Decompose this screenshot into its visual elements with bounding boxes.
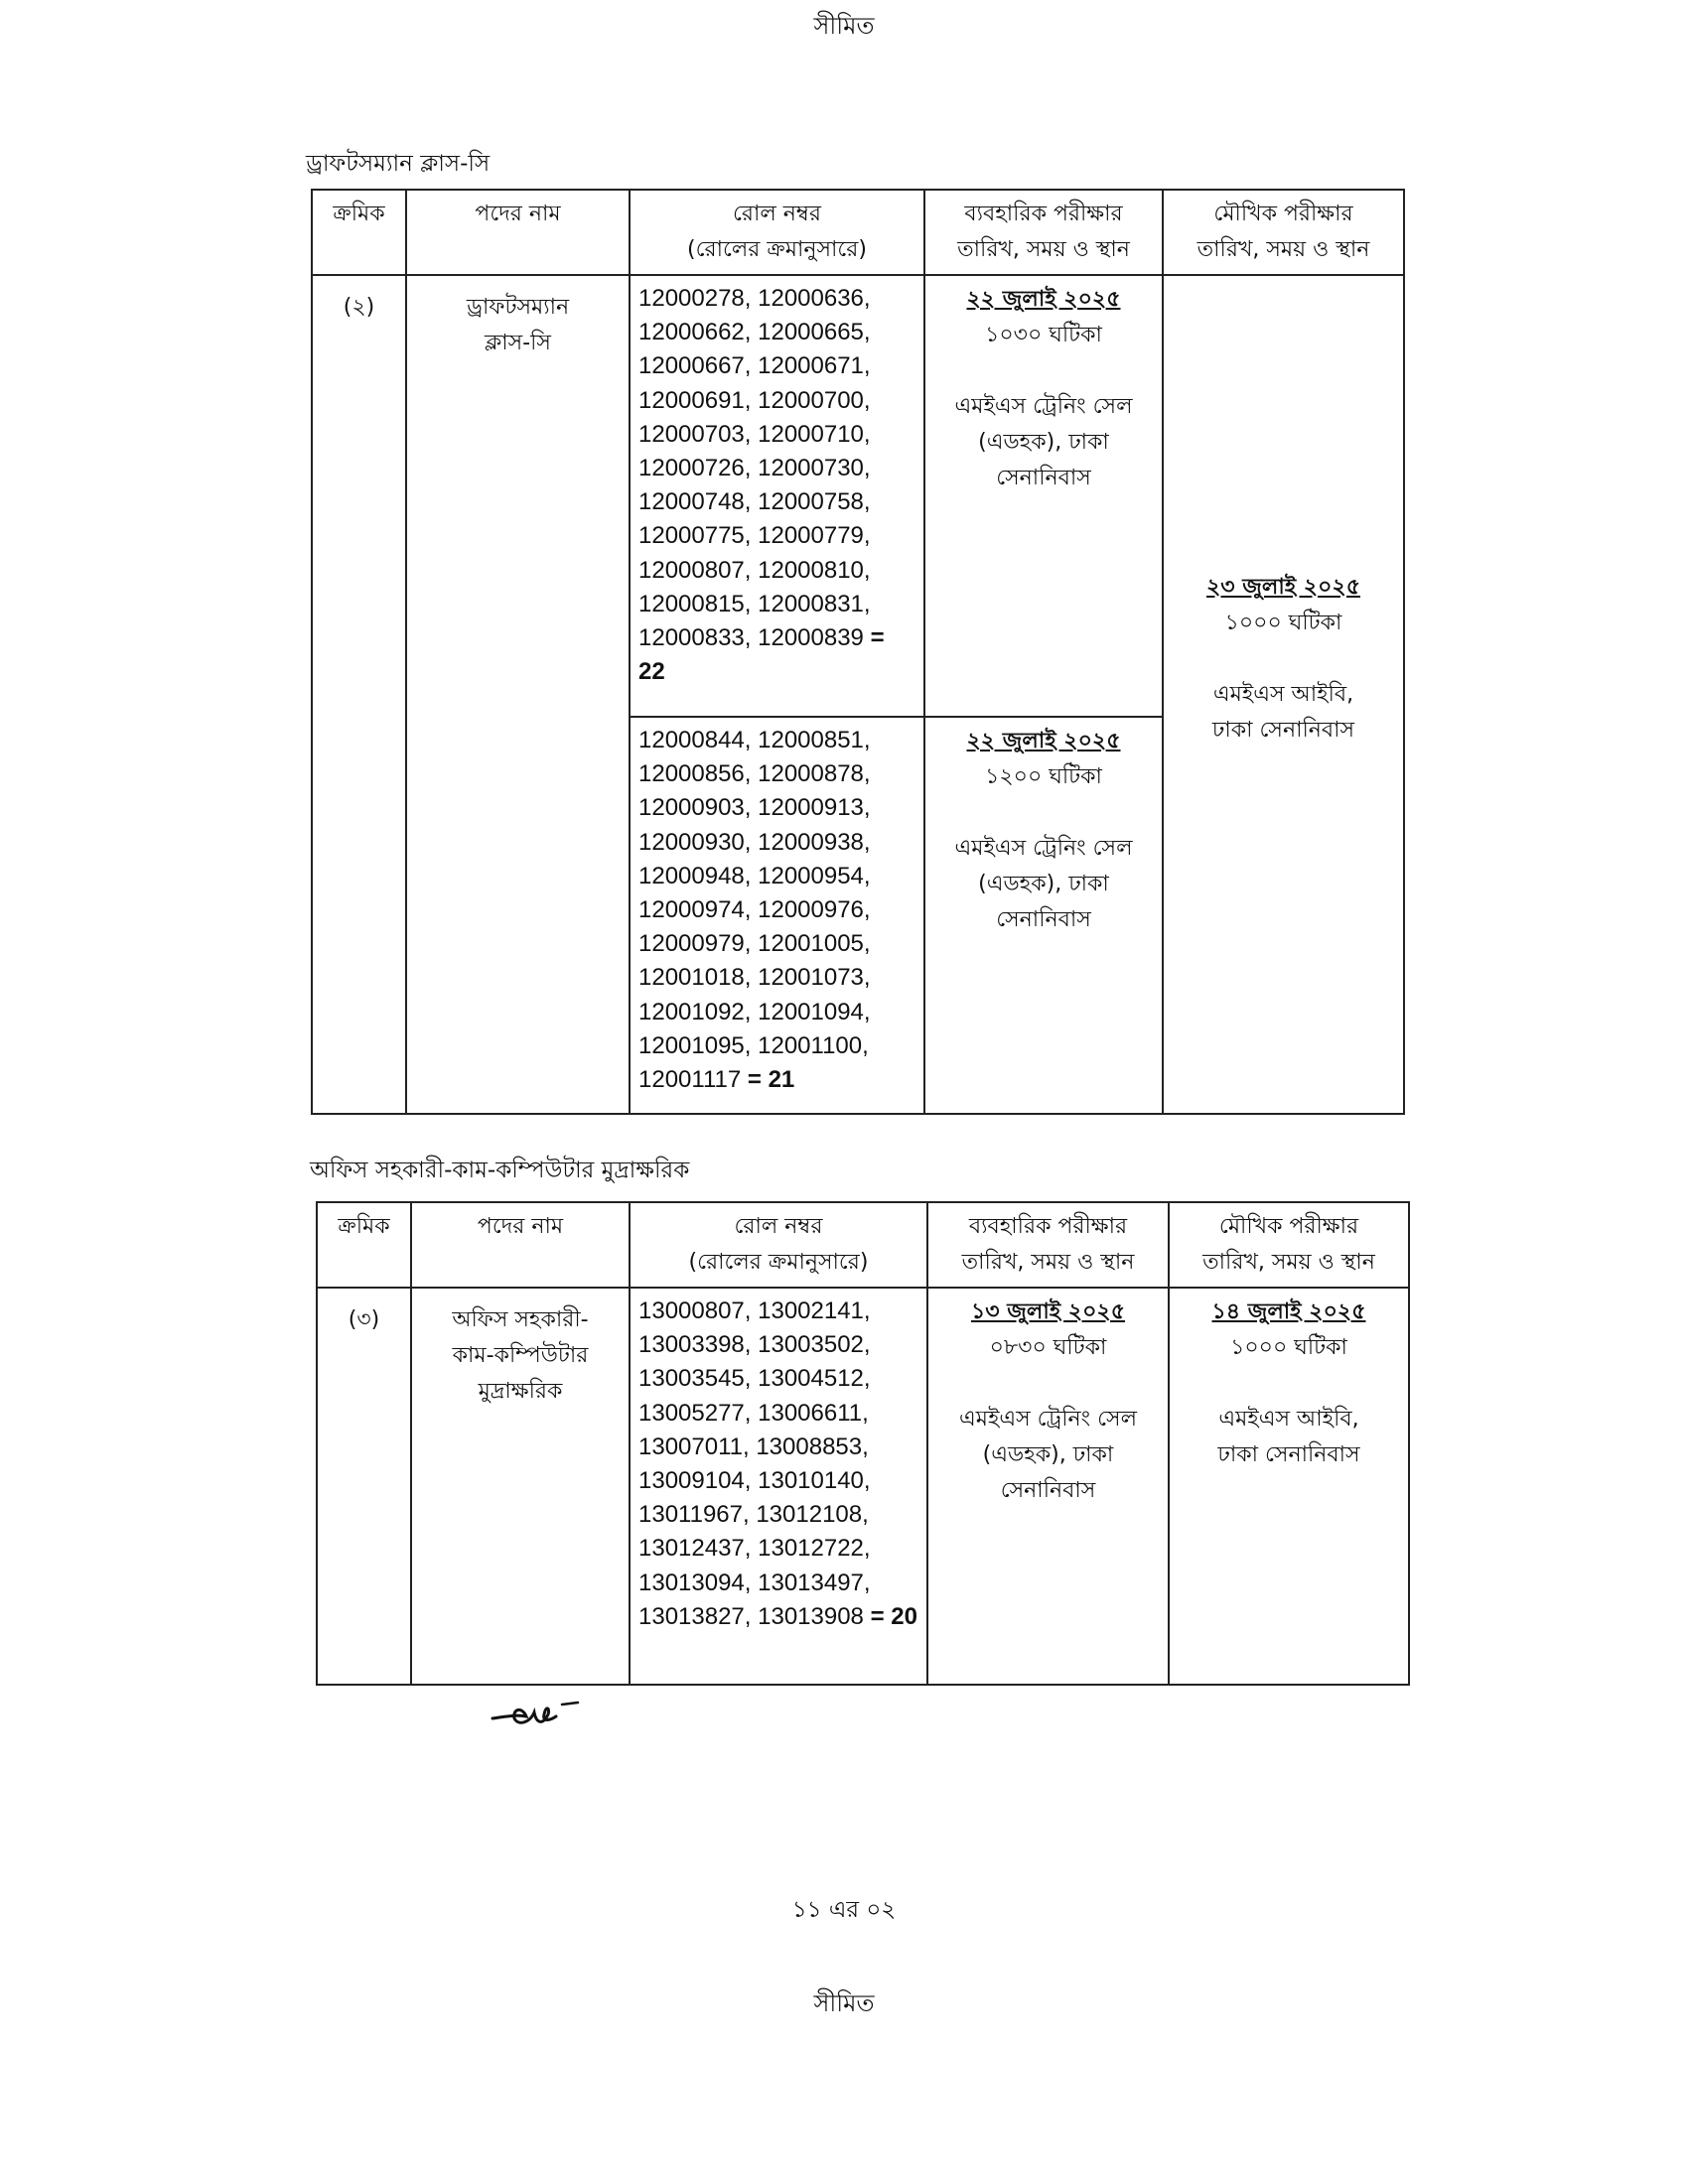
section-title-office-assistant: অফিস সহকারী-কাম-কম্পিউটার মুদ্রাক্ষরিক [310, 1158, 690, 1183]
roll-total-group2: = 21 [747, 1066, 795, 1094]
header-viva-line1: মৌখিক পরীক্ষার [1213, 202, 1353, 226]
practical-venue-line3-group1: সেনানিবাস [996, 466, 1091, 490]
header-roll-line1: রোল নম্বর [734, 1214, 823, 1239]
page-number: ১১ এর ০২ [791, 1897, 897, 1923]
table-row [312, 275, 1404, 717]
practical-time-group1: ১০৩০ ঘটিকা [985, 323, 1102, 347]
header-viva-line1: মৌখিক পরীক্ষার [1218, 1214, 1359, 1239]
roll-total-group1: = 22 [638, 624, 885, 686]
header-practical-line2: তারিখ, সময় ও স্থান [957, 237, 1130, 262]
post-name-line2: কাম-কম্পিউটার [452, 1343, 589, 1368]
practical-venue-line2-group1: (এডহক), ঢাকা [978, 430, 1109, 455]
practical-venue-line1-group1: এমইএস ট্রেনিং সেল [954, 394, 1133, 419]
header-roll [630, 1202, 927, 1288]
viva-date: ১৪ জুলাই ২০২৫ [1211, 1299, 1366, 1324]
header-practical-line2: তারিখ, সময় ও স্থান [961, 1250, 1135, 1275]
viva-venue-line2: ঢাকা সেনানিবাস [1217, 1442, 1360, 1467]
viva-cell-draftsman [1163, 275, 1404, 1114]
viva-date-draftsman: ২৩ জুলাই ২০২৫ [1205, 574, 1360, 600]
post-name-line1: অফিস সহকারী- [452, 1307, 589, 1332]
viva-time-draftsman: ১০০০ ঘটিকা [1224, 610, 1342, 635]
header-roll [630, 190, 924, 275]
header-post-name: পদের নাম [406, 190, 630, 275]
serial-cell: (২) [312, 275, 406, 1114]
header-practical [927, 1202, 1169, 1288]
roll-numbers-cell [630, 1288, 927, 1685]
practical-venue-line2-group2: (এডহক), ঢাকা [978, 872, 1109, 896]
roll-numbers-group1: 12000278, 12000636, 12000662, 12000665, 12000667, 12000671, 12000691, 12000700, 12000703, 12000710, 12000726, 12000730, 12000748, 12000758, 12000775, 12000779, 12000807, 12000810, 12000815, 12000831, 12000833, 12000839 [638, 285, 871, 652]
header-practical-line1: ব্যবহারিক পরীক্ষার [964, 202, 1123, 226]
header-serial: ক্রমিক [317, 1202, 411, 1288]
practical-venue-line2: (এডহক), ঢাকা [982, 1442, 1114, 1467]
header-practical [924, 190, 1163, 275]
viva-venue-line1-draftsman: এমইএস আইবি, [1212, 681, 1354, 707]
table-header-row [312, 190, 1404, 275]
draftsman-schedule-table [311, 189, 1405, 1115]
header-roll-line2: (রোলের ক্রমানুসারে) [688, 1250, 869, 1275]
practical-venue-line1: এমইএস ট্রেনিং সেল [959, 1407, 1137, 1432]
practical-time: ০৮৩০ ঘটিকা [989, 1335, 1107, 1360]
header-serial: ক্রমিক [312, 190, 406, 275]
practical-venue-line3-group2: সেনানিবাস [996, 907, 1091, 932]
signature-mark [487, 1693, 596, 1732]
classification-top: সীমিত [813, 12, 875, 40]
practical-cell [927, 1288, 1169, 1685]
table-header-row [317, 1202, 1409, 1288]
header-roll-line1: রোল নম্বর [733, 202, 821, 226]
post-name-line1: ড্রাফটসম্যান [466, 295, 570, 320]
header-viva [1163, 190, 1404, 275]
section-title-draftsman: ড্রাফটসম্যান ক্লাস-সি [306, 151, 491, 177]
header-roll-line2: (রোলের ক্রমানুসারে) [687, 237, 867, 262]
post-name-cell [411, 1288, 630, 1685]
viva-venue-line1: এমইএস আইবি, [1218, 1407, 1359, 1432]
header-post-name: পদের নাম [411, 1202, 630, 1288]
office-assistant-schedule-table [316, 1201, 1410, 1686]
roll-numbers-cell-group1 [630, 275, 924, 717]
header-practical-line1: ব্যবহারিক পরীক্ষার [968, 1214, 1128, 1239]
practical-date-group2: ২২ জুলাই ২০২৫ [966, 729, 1121, 753]
post-name-cell [406, 275, 630, 1114]
roll-numbers-group2: 12000844, 12000851, 12000856, 12000878, 12000903, 12000913, 12000930, 12000938, 12000948, 12000954, 12000974, 12000976, 12000979, 12001005, 12001018, 12001073, 12001092, 12001094, 12001095, 12001100, 12001117 [638, 727, 871, 1094]
practical-cell-group1 [924, 275, 1163, 717]
viva-venue-line2-draftsman: ঢাকা সেনানিবাস [1211, 717, 1355, 743]
post-name-line3: মুদ্রাক্ষরিক [478, 1379, 563, 1404]
table-row [317, 1288, 1409, 1685]
roll-total: = 20 [870, 1602, 917, 1630]
viva-cell [1169, 1288, 1409, 1685]
viva-time: ১০০০ ঘটিকা [1230, 1335, 1347, 1360]
practical-cell-group2 [924, 717, 1163, 1114]
practical-venue-line1-group2: এমইএস ট্রেনিং সেল [954, 836, 1133, 861]
roll-numbers-cell-group2 [630, 717, 924, 1114]
classification-bottom: সীমিত [813, 1989, 875, 2017]
serial-cell: (৩) [317, 1288, 411, 1685]
practical-venue-line3: সেনানিবাস [1000, 1478, 1096, 1503]
roll-numbers: 13000807, 13002141, 13003398, 13003502, 13003545, 13004512, 13005277, 13006611, 13007011, 13008853, 13009104, 13010140, 13011967, 13012108, 13012437, 13012722, 13013094, 13013497, 13013827, 13013908 [638, 1297, 871, 1630]
header-viva-line2: তারিখ, সময় ও স্থান [1202, 1250, 1375, 1275]
practical-date-group1: ২২ জুলাই ২০২৫ [966, 287, 1121, 312]
header-viva-line2: তারিখ, সময় ও স্থান [1196, 237, 1370, 262]
practical-date: ১৩ জুলাই ২০২৫ [971, 1299, 1125, 1324]
post-name-line2: ক্লাস-সি [485, 331, 551, 355]
header-viva [1169, 1202, 1409, 1288]
practical-time-group2: ১২০০ ঘটিকা [985, 764, 1102, 789]
